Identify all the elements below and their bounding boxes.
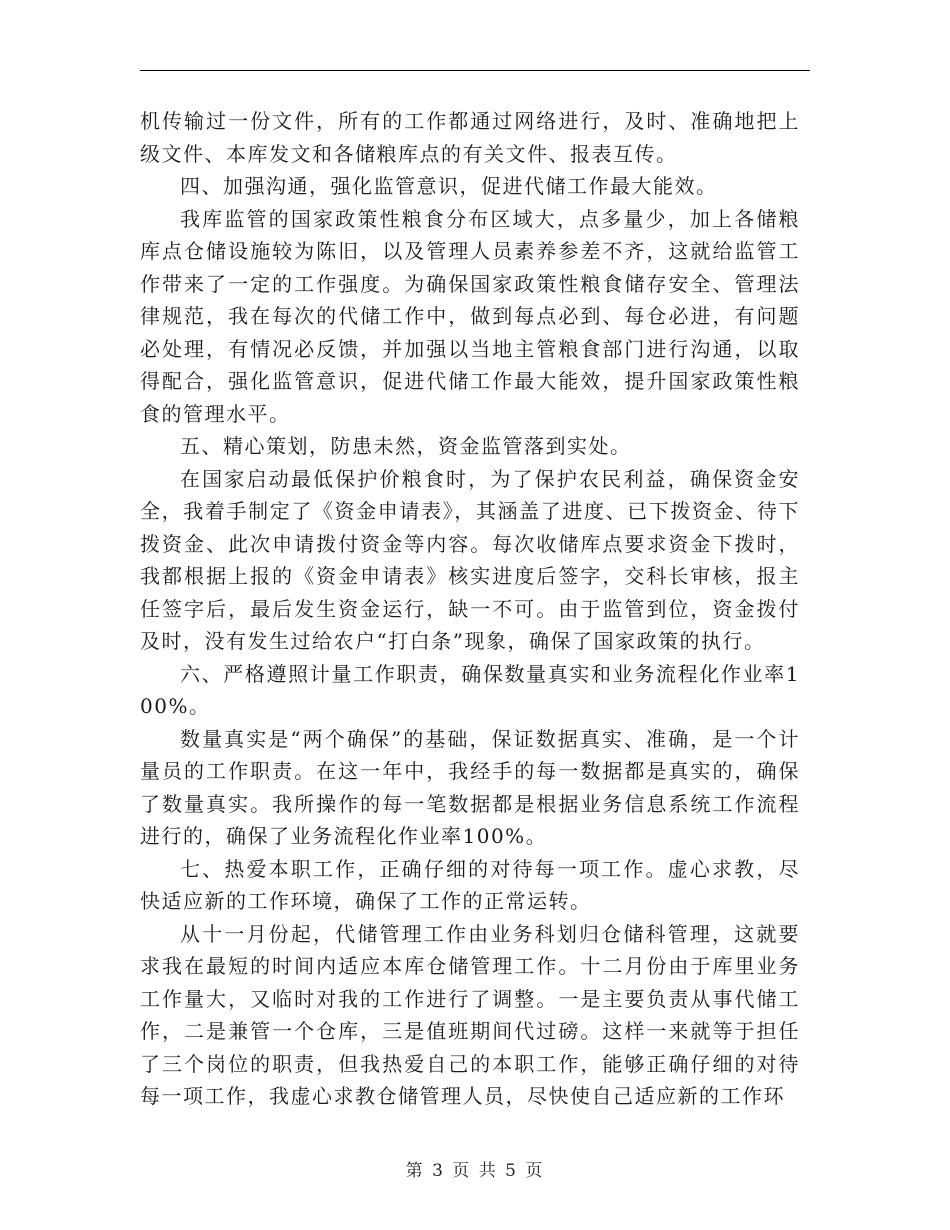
header-rule [140,70,810,71]
section-heading: 六、严格遵照计量工作职责，确保数量真实和业务流程化作业率100%。 [140,661,800,718]
page-number: 第 3 页 共 5 页 [405,1161,545,1181]
paragraph: 数量真实是“两个确保”的基础，保证数据真实、准确，是一个计量员的工作职责。在这一年中，我经手的每一数据都是真实的，确保了数量真实。我所操作的每一笔数据都是根据业务信息系统工作流程进行的，确保了业务流程化作业率100%。 [140,726,800,848]
section-heading: 五、精心策划，防患未然，资金监管落到实处。 [180,434,632,458]
document-body [140,105,800,1113]
paragraph: 在国家启动最低保护价粮食时，为了保护农民利益，确保资金安全，我着手制定了《资金申请表》，其涵盖了进度、已下拨资金、待下拨资金、此次申请拨付资金等内容。每次收储库点要求资金下拨时，我都根据上报的《资金申请表》核实进度后签字，交科长审核，报主任签字后，最后发生资金运行，缺一不可。由于监管到位，资金拨付及时，没有发生过给农户“打白条”现象，确保了国家政策的执行。 [140,466,800,653]
paragraph: 从十一月份起，代储管理工作由业务科划归仓储科管理，这就要求我在最短的时间内适应本库仓储管理工作。十二月份由于库里业务工作量大，又临时对我的工作进行了调整。一是主要负责从事代储工作，二是兼管一个仓库，三是值班期间代过磅。这样一来就等于担任了三个岗位的职责，但我热爱自己的本职工作，能够正确仔细的对待每一项工作，我虚心求教仓储管理人员，尽快使自己适应新的工作环 [140,921,800,1108]
section-heading: 七、热爱本职工作，正确仔细的对待每一项工作。虚心求教，尽快适应新的工作环境，确保了工作的正常运转。 [140,856,800,913]
paragraph: 机传输过一份文件，所有的工作都通过网络进行，及时、准确地把上级文件、本库发文和各储粮库点的有关文件、报表互传。 [140,109,800,166]
section-heading: 四、加强沟通，强化监管意识，促进代储工作最大能效。 [180,174,718,198]
paragraph: 我库监管的国家政策性粮食分布区域大，点多量少，加上各储粮库点仓储设施较为陈旧，以及管理人员素养参差不齐，这就给监管工作带来了一定的工作强度。为确保国家政策性粮食储存安全、管理法律规范，我在每次的代储工作中，做到每点必到、每仓必进，有问题必处理，有情况必反馈，并加强以当地主管粮食部门进行沟通，以取得配合，强化监管意识，促进代储工作最大能效，提升国家政策性粮食的管理水平。 [140,206,800,426]
